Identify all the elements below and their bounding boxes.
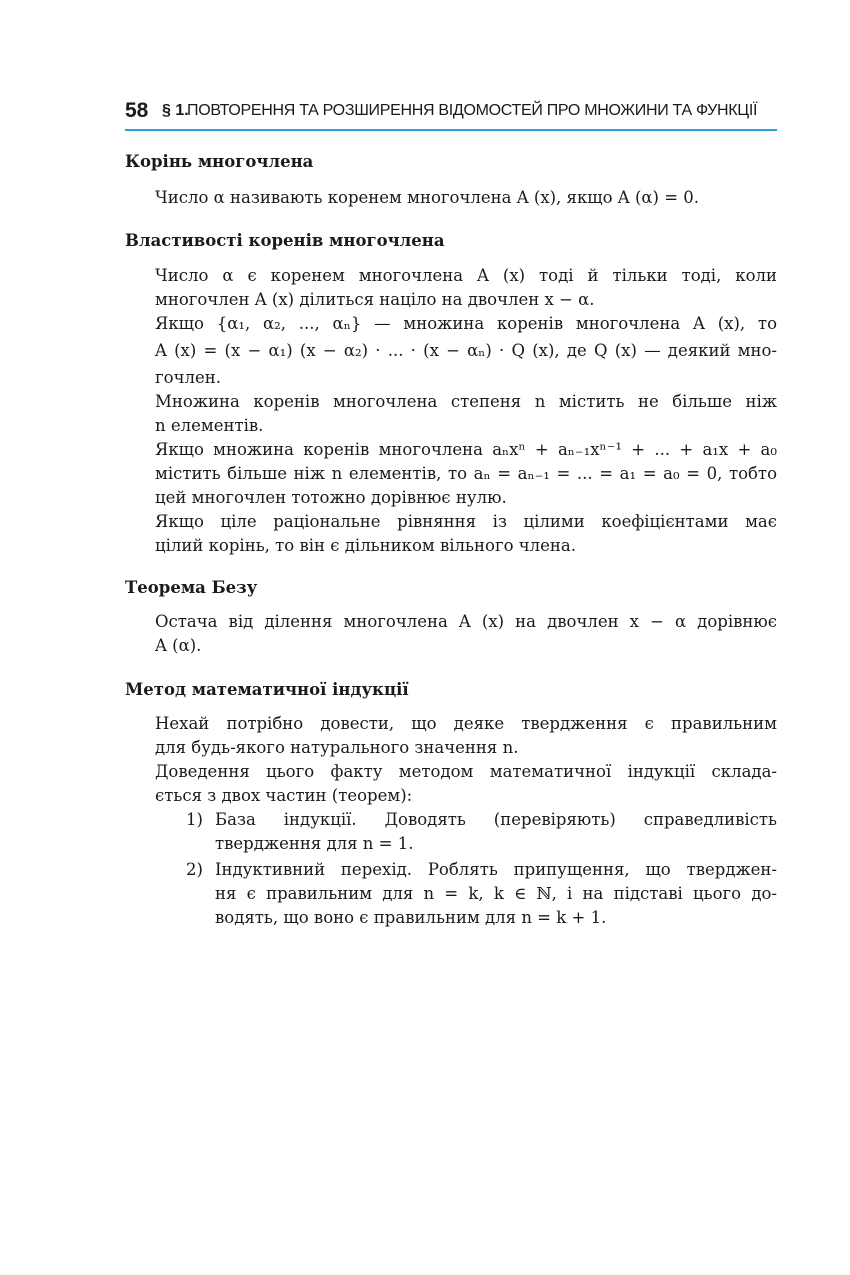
paragraph-bezout-theorem	[155, 610, 777, 658]
section-heading-bezout-theorem: Теорема Безу	[125, 578, 258, 597]
text-line: Індуктивний перехід. Роблять припущення, що тверджен-	[215, 860, 777, 879]
text-line: Доведення цього факту методом математичної індукції склада-	[155, 762, 777, 781]
text-line: цілий корінь, то він є дільником вільного члена.	[155, 536, 577, 555]
induction-steps-list	[155, 808, 777, 930]
section-heading-math-induction: Метод математичної індукції	[125, 680, 409, 699]
section-heading-root-properties: Властивості коренів многочлена	[125, 231, 445, 250]
paragraph-polynomial-root	[155, 186, 777, 210]
text-line: Якщо ціле раціональне рівняння із цілими коефіцієнтами має	[155, 512, 777, 531]
text-line: Остача від ділення многочлена A (x) на двочлен x − α дорівнює	[155, 612, 777, 631]
page-number: 58	[125, 99, 149, 122]
section-heading-polynomial-root: Корінь многочлена	[125, 152, 314, 171]
text-line: Число α є коренем многочлена A (x) тоді й тільки тоді, коли	[155, 266, 777, 285]
text-line: містить більше ніж n елементів, то aₙ = aₙ₋₁ = ... = a₁ = a₀ = 0, тобто	[155, 464, 777, 483]
text-line: n елементів.	[155, 416, 264, 435]
text-line: Множина коренів многочлена степеня n містить не більше ніж	[155, 392, 777, 411]
chapter-title: ПОВТОРЕННЯ ТА РОЗШИРЕННЯ ВІДОМОСТЕЙ ПРО МНОЖИНИ ТА ФУНКЦІЇ	[187, 102, 758, 119]
text-line: многочлен A (x) ділиться націло на двочлен x − α.	[155, 290, 595, 309]
text-line: Якщо множина коренів многочлена aₙxⁿ + aₙ₋₁xⁿ⁻¹ + ... + a₁x + a₀	[155, 440, 777, 459]
text-line: ня є правильним для n = k, k ∈ ℕ, і на підставі цього до-	[215, 884, 777, 903]
paragraph-math-induction	[155, 712, 777, 808]
text-line: A (α).	[155, 636, 202, 655]
list-item-number: 2)	[186, 860, 203, 879]
list-item	[155, 858, 777, 930]
list-item	[155, 808, 777, 856]
text-line: Якщо {α₁, α₂, ..., αₙ} — множина коренів многочлена A (x), то	[155, 314, 777, 333]
text-line: гочлен.	[155, 368, 221, 387]
text-line: Число α називають коренем многочлена A (x), якщо A (α) = 0.	[155, 188, 700, 207]
text-line: База індукції. Доводять (перевіряють) справедливість	[215, 810, 777, 829]
section-number: § 1.	[162, 102, 189, 119]
text-line: цей многочлен тотожно дорівнює нулю.	[155, 488, 507, 507]
page-header	[125, 97, 777, 131]
text-line: Нехай потрібно довести, що деяке твердження є правильним	[155, 714, 777, 733]
paragraph-root-properties	[155, 264, 777, 558]
list-item-number: 1)	[186, 810, 203, 829]
text-line: для будь-якого натурального значення n.	[155, 738, 519, 757]
text-line: водять, що воно є правильним для n = k + 1.	[215, 908, 607, 927]
text-line: ється з двох частин (теорем):	[155, 786, 413, 805]
text-line: A (x) = (x − α₁) (x − α₂) · ... · (x − αₙ) · Q (x), де Q (x) — деякий мно-	[155, 341, 777, 360]
text-line: твердження для n = 1.	[215, 834, 414, 853]
